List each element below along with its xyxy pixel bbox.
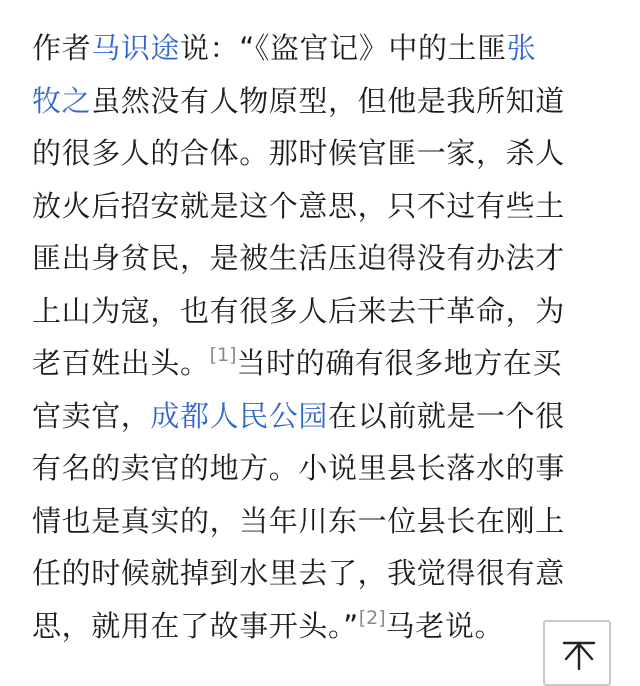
text-segment: 情也是真实的，当年川东一位县长在刚上 <box>32 503 565 538</box>
article-paragraph <box>32 22 612 652</box>
paragraph-line <box>32 442 612 495</box>
paragraph-line <box>32 232 612 285</box>
citation-ref[interactable]: [1] <box>209 344 237 366</box>
text-segment: 任的时候就掉到水里去了，我觉得很有意 <box>32 556 565 590</box>
paragraph-line <box>32 547 612 600</box>
paragraph-line <box>32 127 612 180</box>
arrow-up-to-top-icon <box>562 640 596 670</box>
citation-ref[interactable]: [2] <box>358 606 386 629</box>
paragraph-line <box>32 495 612 548</box>
paragraph-line <box>32 600 612 653</box>
text-segment: 虽然没有人物原型，但他是我所知道 <box>91 83 565 118</box>
wiki-link[interactable]: 牧之 <box>32 83 92 118</box>
text-segment: 匪出身贫民，是被生活压迫得没有办法才 <box>32 241 565 275</box>
paragraph-line <box>32 285 612 338</box>
paragraph-line <box>32 390 612 443</box>
wiki-link[interactable]: 成都人民公园 <box>150 398 329 433</box>
text-segment: 上山为寇，也有很多人后来去干革命，为 <box>32 293 565 328</box>
text-segment: 作者 <box>32 31 92 65</box>
text-segment: 官卖官， <box>32 398 151 433</box>
text-segment: 有名的卖官的地方。小说里县长落水的事 <box>32 451 565 485</box>
paragraph-line <box>32 180 612 233</box>
text-segment: 的很多人的合体。那时候官匪一家，杀人 <box>32 136 565 170</box>
text-segment: 说：“《盗官记》中的土匪 <box>180 31 507 65</box>
text-segment: 当时的确有很多地方在买 <box>236 346 563 380</box>
text-segment: 老百姓出头。 <box>32 346 210 380</box>
paragraph-line <box>32 22 612 75</box>
text-segment: 在以前就是一个很 <box>328 398 565 433</box>
wiki-link[interactable]: 张 <box>506 31 537 65</box>
paragraph-line <box>32 75 612 128</box>
paragraph-line <box>32 337 612 390</box>
wiki-link[interactable]: 马识途 <box>91 31 181 65</box>
text-segment: 放火后招安就是这个意思，只不过有些土 <box>32 188 565 223</box>
text-segment: 思，就用在了故事开头。” <box>32 608 359 643</box>
back-to-top-button[interactable] <box>543 620 611 686</box>
text-segment: 马老说。 <box>385 608 505 643</box>
